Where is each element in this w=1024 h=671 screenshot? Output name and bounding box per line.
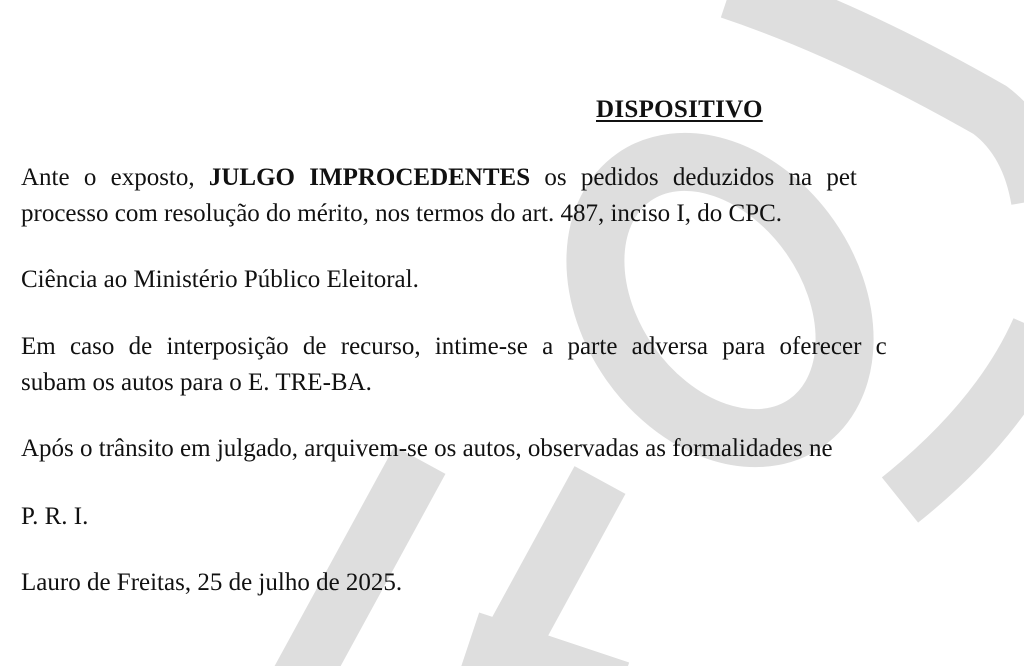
ruling-bold-text: JULGO IMPROCEDENTES (208, 164, 531, 191)
ruling-rest-text: os pedidos deduzidos na pet (544, 164, 857, 191)
paragraph-appeal-line-2: subam os autos para o E. TRE-BA. (21, 369, 372, 396)
paragraph-ministry-notice: Ciência ao Ministério Público Eleitoral. (21, 266, 419, 293)
paragraph-ruling-line-1 (21, 163, 857, 193)
paragraph-archive: Após o trânsito em julgado, arquivem-se os autos, observadas as formalidades ne (21, 435, 833, 462)
section-heading: DISPOSITIVO (596, 96, 763, 123)
paragraph-appeal-line-1: Em caso de interposição de recurso, intime-se a parte adversa para oferecer c (21, 333, 887, 360)
paragraph-place-date: Lauro de Freitas, 25 de julho de 2025. (21, 569, 403, 596)
paragraph-ruling-line-2: processo com resolução do mérito, nos termos do art. 487, inciso I, do CPC. (21, 200, 782, 227)
paragraph-pri: P. R. I. (21, 503, 89, 530)
ruling-intro-text: Ante o exposto, (21, 164, 195, 191)
